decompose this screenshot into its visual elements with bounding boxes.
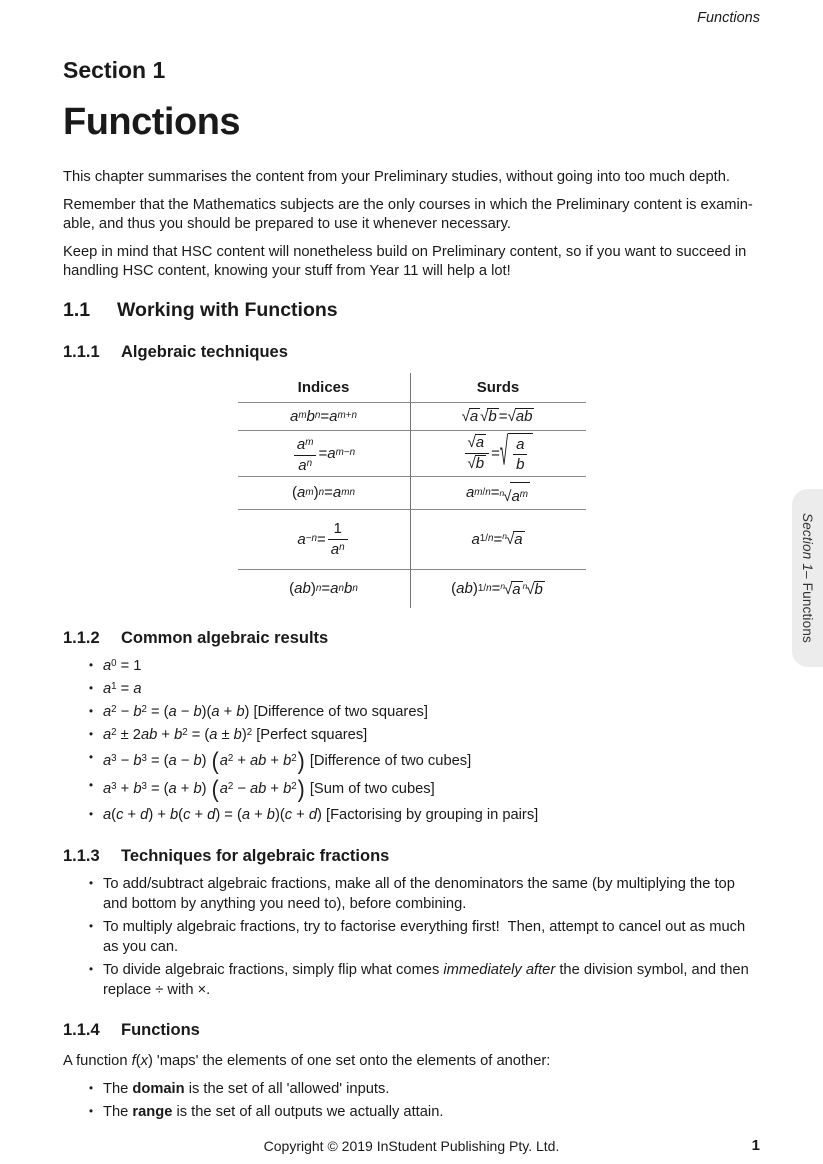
technique-line: • To divide algebraic fractions, simply flip what comes immediately after the division symbol, and then [103,961,749,978]
table-cell-indices-4: a −n = 1 $a^n$ [238,510,410,570]
table-cell-indices-2: $a^m$ $a^n$ = a m−n [238,431,410,477]
page-number: 1 [751,1137,760,1154]
technique-line: and bottom by anything you need to), before combining. [103,895,467,912]
fraction-techniques-list [63,874,760,1000]
heading-title: Working with Functions [117,298,338,321]
heading-number: 1.1.3 [63,846,100,865]
heading-number: 1.1.4 [63,1020,100,1039]
intro-paragraph [63,243,760,282]
paragraph-line: Keep in mind that HSC content will nonetheless build on Preliminary content, so if you want to succeed in [63,243,747,260]
technique-line: replace ÷ with ×. [103,981,211,998]
heading-number: 1.1.2 [63,628,100,647]
paragraph-line: able, and thus you should be prepared to use it whenever necessary. [63,216,511,232]
technique-item [103,917,760,957]
running-header: Functions [697,10,760,26]
subsection-heading-1-1-3 [63,847,760,866]
technique-item [103,874,760,914]
math-formula: • $a^3 - b^3 = (a - b) (a^2$ + ab + $b^2$) [Difference of two cubes] [103,748,760,775]
page-footer [0,1134,823,1154]
subsection-heading-1-1-1 [63,343,760,362]
math-formula: • $a^2 \pm 2ab + b^2 = (a \pm b)^2$ [Perfect squares] [103,725,760,746]
paragraph-line: This chapter summarises the content from your Preliminary studies, without going into too much depth. [63,169,730,185]
chapter-title: Functions [63,101,241,143]
intro-paragraph [63,196,760,235]
indices-surds-table [238,373,586,608]
subsection-heading-1-1-2 [63,629,760,648]
table-cell-surds-1: √a √b = √ab [410,403,586,431]
heading-number: 1.1.1 [63,342,100,361]
subsection-heading-1-1-4 [63,1021,760,1040]
heading-title: Functions [121,1020,200,1039]
table-cell-indices-1: a m b n = a m+n [238,403,410,431]
functions-list [63,1079,760,1122]
functions-intro: A function f(x) 'maps' the elements of one set onto the elements of another: [63,1052,551,1069]
section-eyebrow: Section 1 [63,57,166,83]
algebraic-results-list [63,656,760,826]
function-item: • The range is the set of all outputs we actually attain. [103,1102,760,1122]
math-formula: • $a^3 + b^3 = (a + b) (a^2$ − ab + $b^2$) [Sum of two cubes] [103,776,760,803]
table-cell-surds-2: √a √b = √ $\frac{a}{b}$ [410,431,586,477]
technique-line: as you can. [103,938,179,955]
technique-line: • To add/subtract algebraic fractions, make all of the denominators the same (by multiplying the top [103,875,735,892]
table-header-indices: Indices [238,373,410,403]
math-formula: • $a^0 = 1$ [103,656,760,677]
table-cell-indices-5: ( ab ) n = a n b n [289,580,358,597]
math-formula: • $a^1 = a$ [103,679,760,700]
heading-title: Common algebraic results [121,628,329,647]
heading-number: 1.1 [63,298,91,321]
table-cell-surds-5: ( ab ) 1/n = $^n$√a $^n$√b [410,570,586,608]
table-cell-surds-4: a 1/n = $^n$√a [410,510,586,570]
paragraph-line: Remember that the Mathematics subjects are the only courses in which the Preliminary content is examin- [63,196,753,213]
heading-title: Techniques for algebraic fractions [121,846,390,865]
math-formula: • $a^2 - b^2 = (a - b)(a + b)$ [Difference of two squares] [103,702,760,723]
technique-line: • To multiply algebraic fractions, try to factorise everything first! Then, attempt to cancel out as much [103,918,746,935]
heading-title: Algebraic techniques [121,342,288,361]
technique-item [103,960,760,1000]
math-formula: • a(c + d) + b(c + d) = (a + b)(c + d) [Factorising by grouping in pairs] [103,805,760,826]
footer-copyright: Copyright © 2019 InStudent Publishing Pty. Ltd. [263,1138,560,1154]
table-cell-surds-3: a m/n = $^n√a^m$ [410,477,586,510]
table-header-surds: Surds [410,373,586,403]
table-cell-indices-3: ( a m ) n = a mn [238,477,410,510]
intro-paragraph [63,168,760,188]
paragraph-line: handling HSC content, knowing your stuff from Year 11 will help a lot! [63,263,511,279]
section-side-tab: Section 1 – Functions [792,489,823,667]
section-heading-1-1 [63,299,760,322]
function-item: • The domain is the set of all 'allowed' inputs. [103,1079,760,1099]
